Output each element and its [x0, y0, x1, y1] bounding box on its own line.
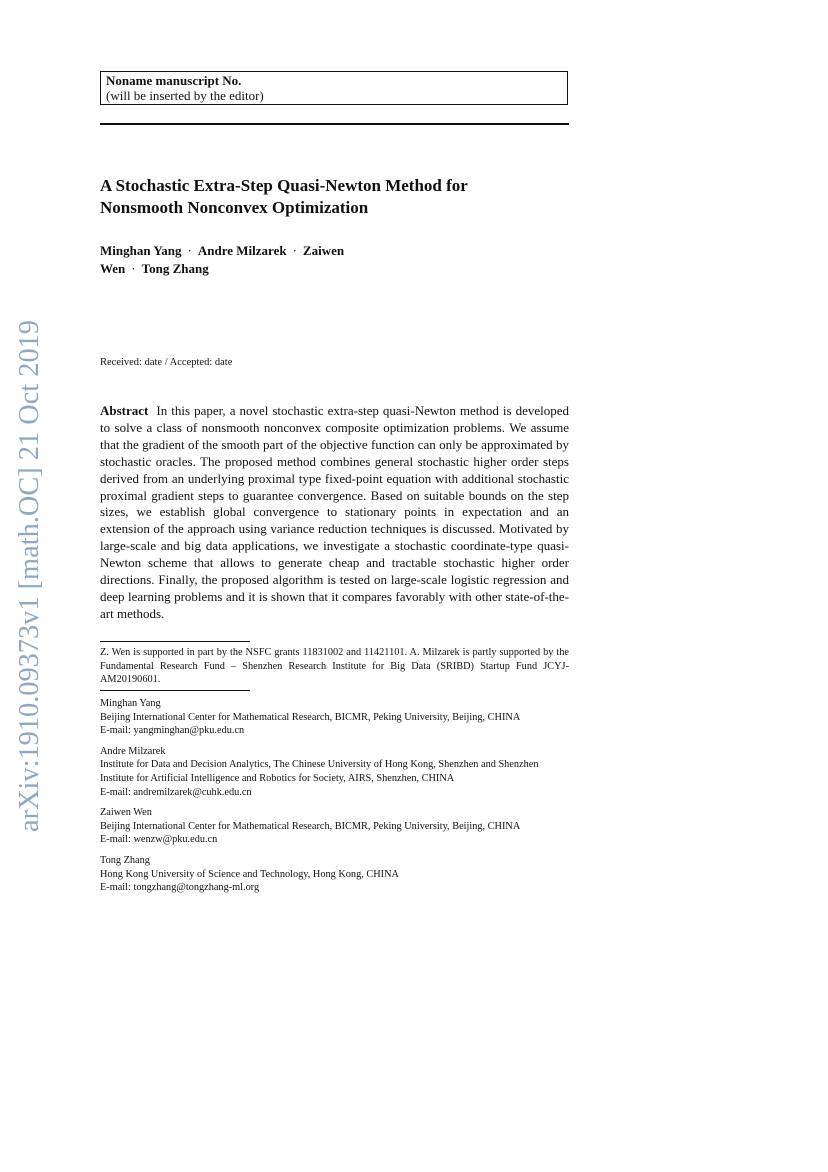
- affiliation-institution: Institute for Data and Decision Analytics, The Chinese University of Hong Kong, Shenzhen and Shenzhen: [100, 759, 539, 771]
- affiliation-author: Zaiwen Wen: [100, 807, 152, 819]
- affiliation-institution: Beijing International Center for Mathematical Research, BICMR, Peking University, Beijing, CHINA: [100, 711, 521, 723]
- affiliation-email: E-mail: tongzhang@tongzhang-ml.org: [100, 882, 260, 894]
- manuscript-number-label: Noname manuscript No.: [106, 73, 242, 88]
- author-name: Andre Milzarek: [197, 243, 287, 258]
- author-list: [100, 242, 400, 278]
- editor-note: (will be inserted by the editor): [106, 88, 264, 103]
- funding-footnote: Z. Wen is supported in part by the NSFC grants 11831002 and 11421101. A. Milzarek is partly supported by the Fundamental Research Fund – Shenzhen Research Institute for Big Data (SRIBD) Startup Fund JCYJ-AM20190601.: [100, 647, 569, 686]
- affiliation-entry: [100, 854, 570, 895]
- affiliation-author: Minghan Yang: [100, 698, 161, 709]
- affiliation-author: Andre Milzarek: [100, 745, 166, 757]
- affiliation-entry: [100, 806, 570, 847]
- affiliation-entry: [100, 745, 570, 799]
- affiliation-list: [100, 697, 570, 902]
- affiliation-institution: Hong Kong University of Science and Technology, Hong Kong, CHINA: [100, 868, 399, 880]
- paper-title: [100, 175, 570, 219]
- author-name-part: Zaiwen: [302, 243, 345, 258]
- affiliation-institution: Institute for Artificial Intelligence and Robotics for Society, AIRS, Shenzhen, CHINA: [100, 772, 455, 784]
- affiliation-rule: [100, 690, 250, 691]
- received-accepted-line: Received: date / Accepted: date: [100, 357, 233, 368]
- affiliation-institution: Beijing International Center for Mathematical Research, BICMR, Peking University, Beijing, CHINA: [100, 820, 521, 832]
- author-separator: ·: [292, 243, 297, 258]
- affiliation-email: E-mail: yangminghan@pku.edu.cn: [100, 725, 245, 737]
- affiliation-email: E-mail: wenzw@pku.edu.cn: [100, 834, 218, 846]
- abstract-text: In this paper, a novel stochastic extra-step quasi-Newton method is developed to solve a class of nonsmooth nonconvex composite optimization problems. We assume that the gradient of the smooth part of the objective function can only be approximated by stochastic oracles. The proposed method combines general stochastic higher order steps derived from an underlying proximal type fixed-point equation with additional stochastic proximal gradient steps to guarantee convergence. Based on suitable bounds on the step sizes, we establish global convergence to stationary points in expectation and an extension of the approach using variance reduction techniques is discussed. Motivated by large-scale and big data applications, we investigate a stochastic coordinate-type quasi-Newton scheme that allows to generate cheap and tractable stochastic higher order directions. Finally, the proposed algorithm is tested on large-scale logistic regression and deep learning problems and it is shown that it compares favorably with other state-of-the-art methods.: [100, 403, 569, 621]
- affiliation-entry: [100, 697, 570, 738]
- abstract-heading: Abstract: [100, 403, 149, 418]
- author-name-part: Wen: [100, 261, 126, 276]
- header-rule: [100, 123, 569, 125]
- author-name: Minghan Yang: [100, 243, 182, 258]
- abstract: [100, 403, 569, 623]
- affiliation-email: E-mail: andremilzarek@cuhk.edu.cn: [100, 786, 252, 798]
- manuscript-number-box: [100, 71, 568, 105]
- author-name: Tong Zhang: [141, 261, 209, 276]
- footnote-rule: [100, 641, 250, 642]
- author-separator: ·: [187, 243, 192, 258]
- arxiv-id-text: arXiv:1910.09373v1 [math.OC] 21 Oct 2019: [14, 326, 45, 832]
- title-line: A Stochastic Extra-Step Quasi-Newton Method for: [100, 176, 468, 195]
- title-line: Nonsmooth Nonconvex Optimization: [100, 198, 369, 217]
- affiliation-author: Tong Zhang: [100, 854, 150, 866]
- author-separator: ·: [131, 261, 136, 276]
- arxiv-identifier-stamp: [8, 316, 48, 836]
